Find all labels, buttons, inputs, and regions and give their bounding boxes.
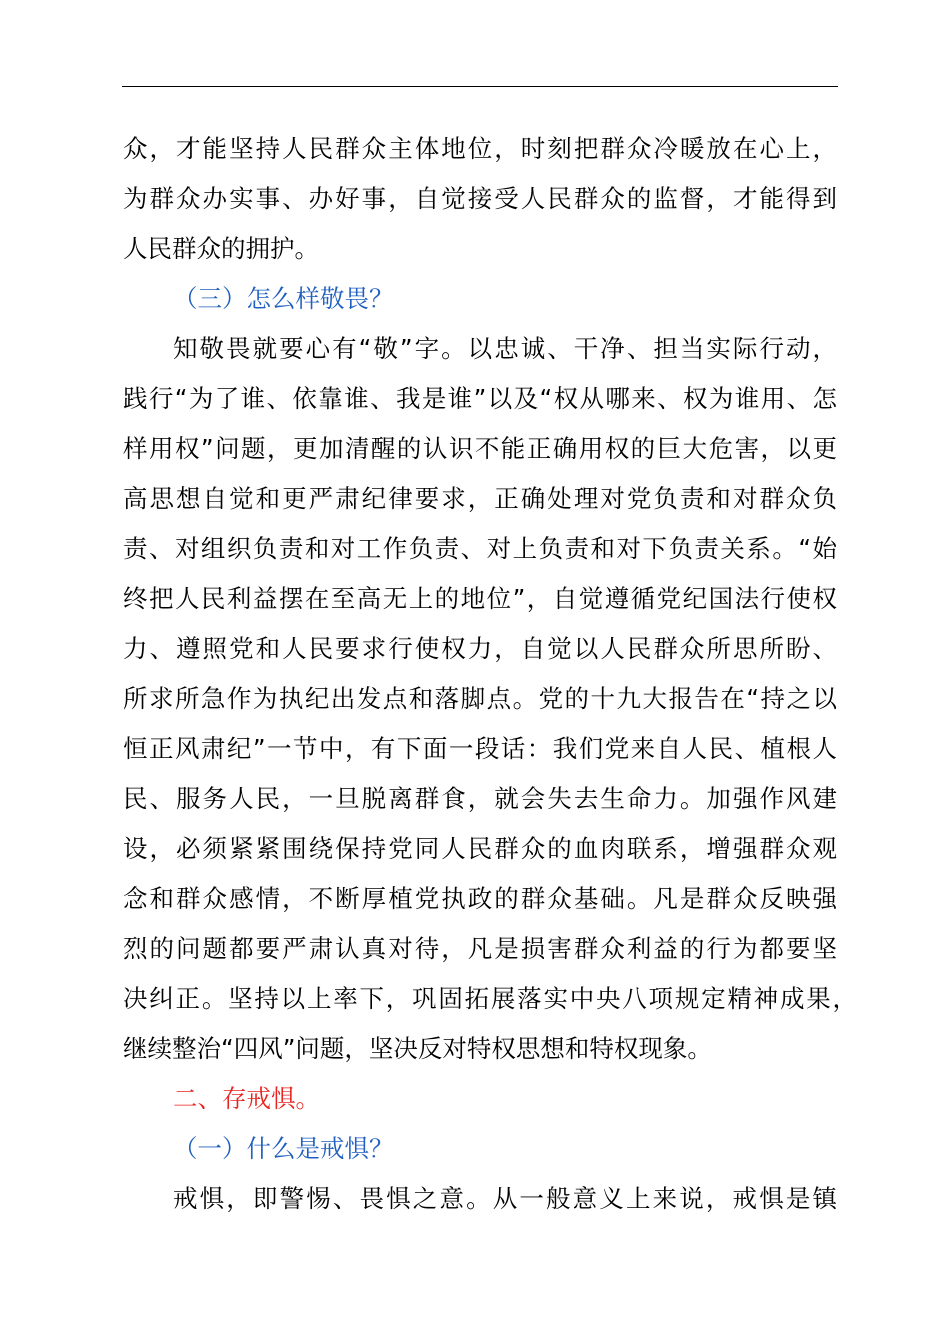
body-line: 烈的问题都要严肃认真对待，凡是损害群众利益的行为都要坚	[123, 934, 837, 963]
body-line: 践行“为了谁、依靠谁、我是谁”以及“权从哪来、权为谁用、怎	[123, 384, 837, 413]
body-line: 知敬畏就要心有“敬”字。以忠诚、干净、担当实际行动，	[173, 334, 837, 363]
body-line: 戒惧，即警惕、畏惧之意。从一般意义上来说，戒惧是镇	[173, 1184, 837, 1213]
body-line: 终把人民利益摆在至高无上的地位”，自觉遵循党纪国法行使权	[123, 584, 837, 613]
body-line: 设，必须紧紧围绕保持党同人民群众的血肉联系，增强群众观	[123, 834, 837, 863]
body-line: 继续整治“四风”问题，坚决反对特权思想和特权现象。	[123, 1034, 712, 1063]
body-line: 念和群众感情，不断厚植党执政的群众基础。凡是群众反映强	[123, 884, 837, 913]
body-line: 民、服务人民，一旦脱离群食，就会失去生命力。加强作风建	[123, 784, 837, 813]
body-line: 高思想自觉和更严肃纪律要求，正确处理对党负责和对群众负	[123, 484, 837, 513]
section-heading-fear: 二、存戒惧。	[173, 1084, 320, 1113]
body-line: 责、对组织负责和对工作负责、对上负责和对下负责关系。“始	[123, 534, 837, 563]
subheading-what-is-fear: （一）什么是戒惧？	[173, 1134, 394, 1163]
body-line: 恒正风肃纪”一节中，有下面一段话：我们党来自人民、植根人	[123, 734, 837, 763]
body-line: 样用权”问题，更加清醒的认识不能正确用权的巨大危害，以更	[123, 434, 837, 463]
body-line: 众，才能坚持人民群众主体地位，时刻把群众冷暖放在心上，	[123, 134, 837, 163]
body-line: 为群众办实事、办好事，自觉接受人民群众的监督，才能得到	[123, 184, 837, 213]
subheading-how-to-revere: （三）怎么样敬畏？	[173, 284, 394, 313]
body-line: 力、遵照党和人民要求行使权力，自觉以人民群众所思所盼、	[123, 634, 837, 663]
body-line: 所求所急作为执纪出发点和落脚点。党的十九大报告在“持之以	[123, 684, 837, 713]
body-line: 人民群众的拥护。	[123, 234, 319, 263]
body-line: 决纠正。坚持以上率下，巩固拓展落实中央八项规定精神成果，	[123, 984, 857, 1013]
